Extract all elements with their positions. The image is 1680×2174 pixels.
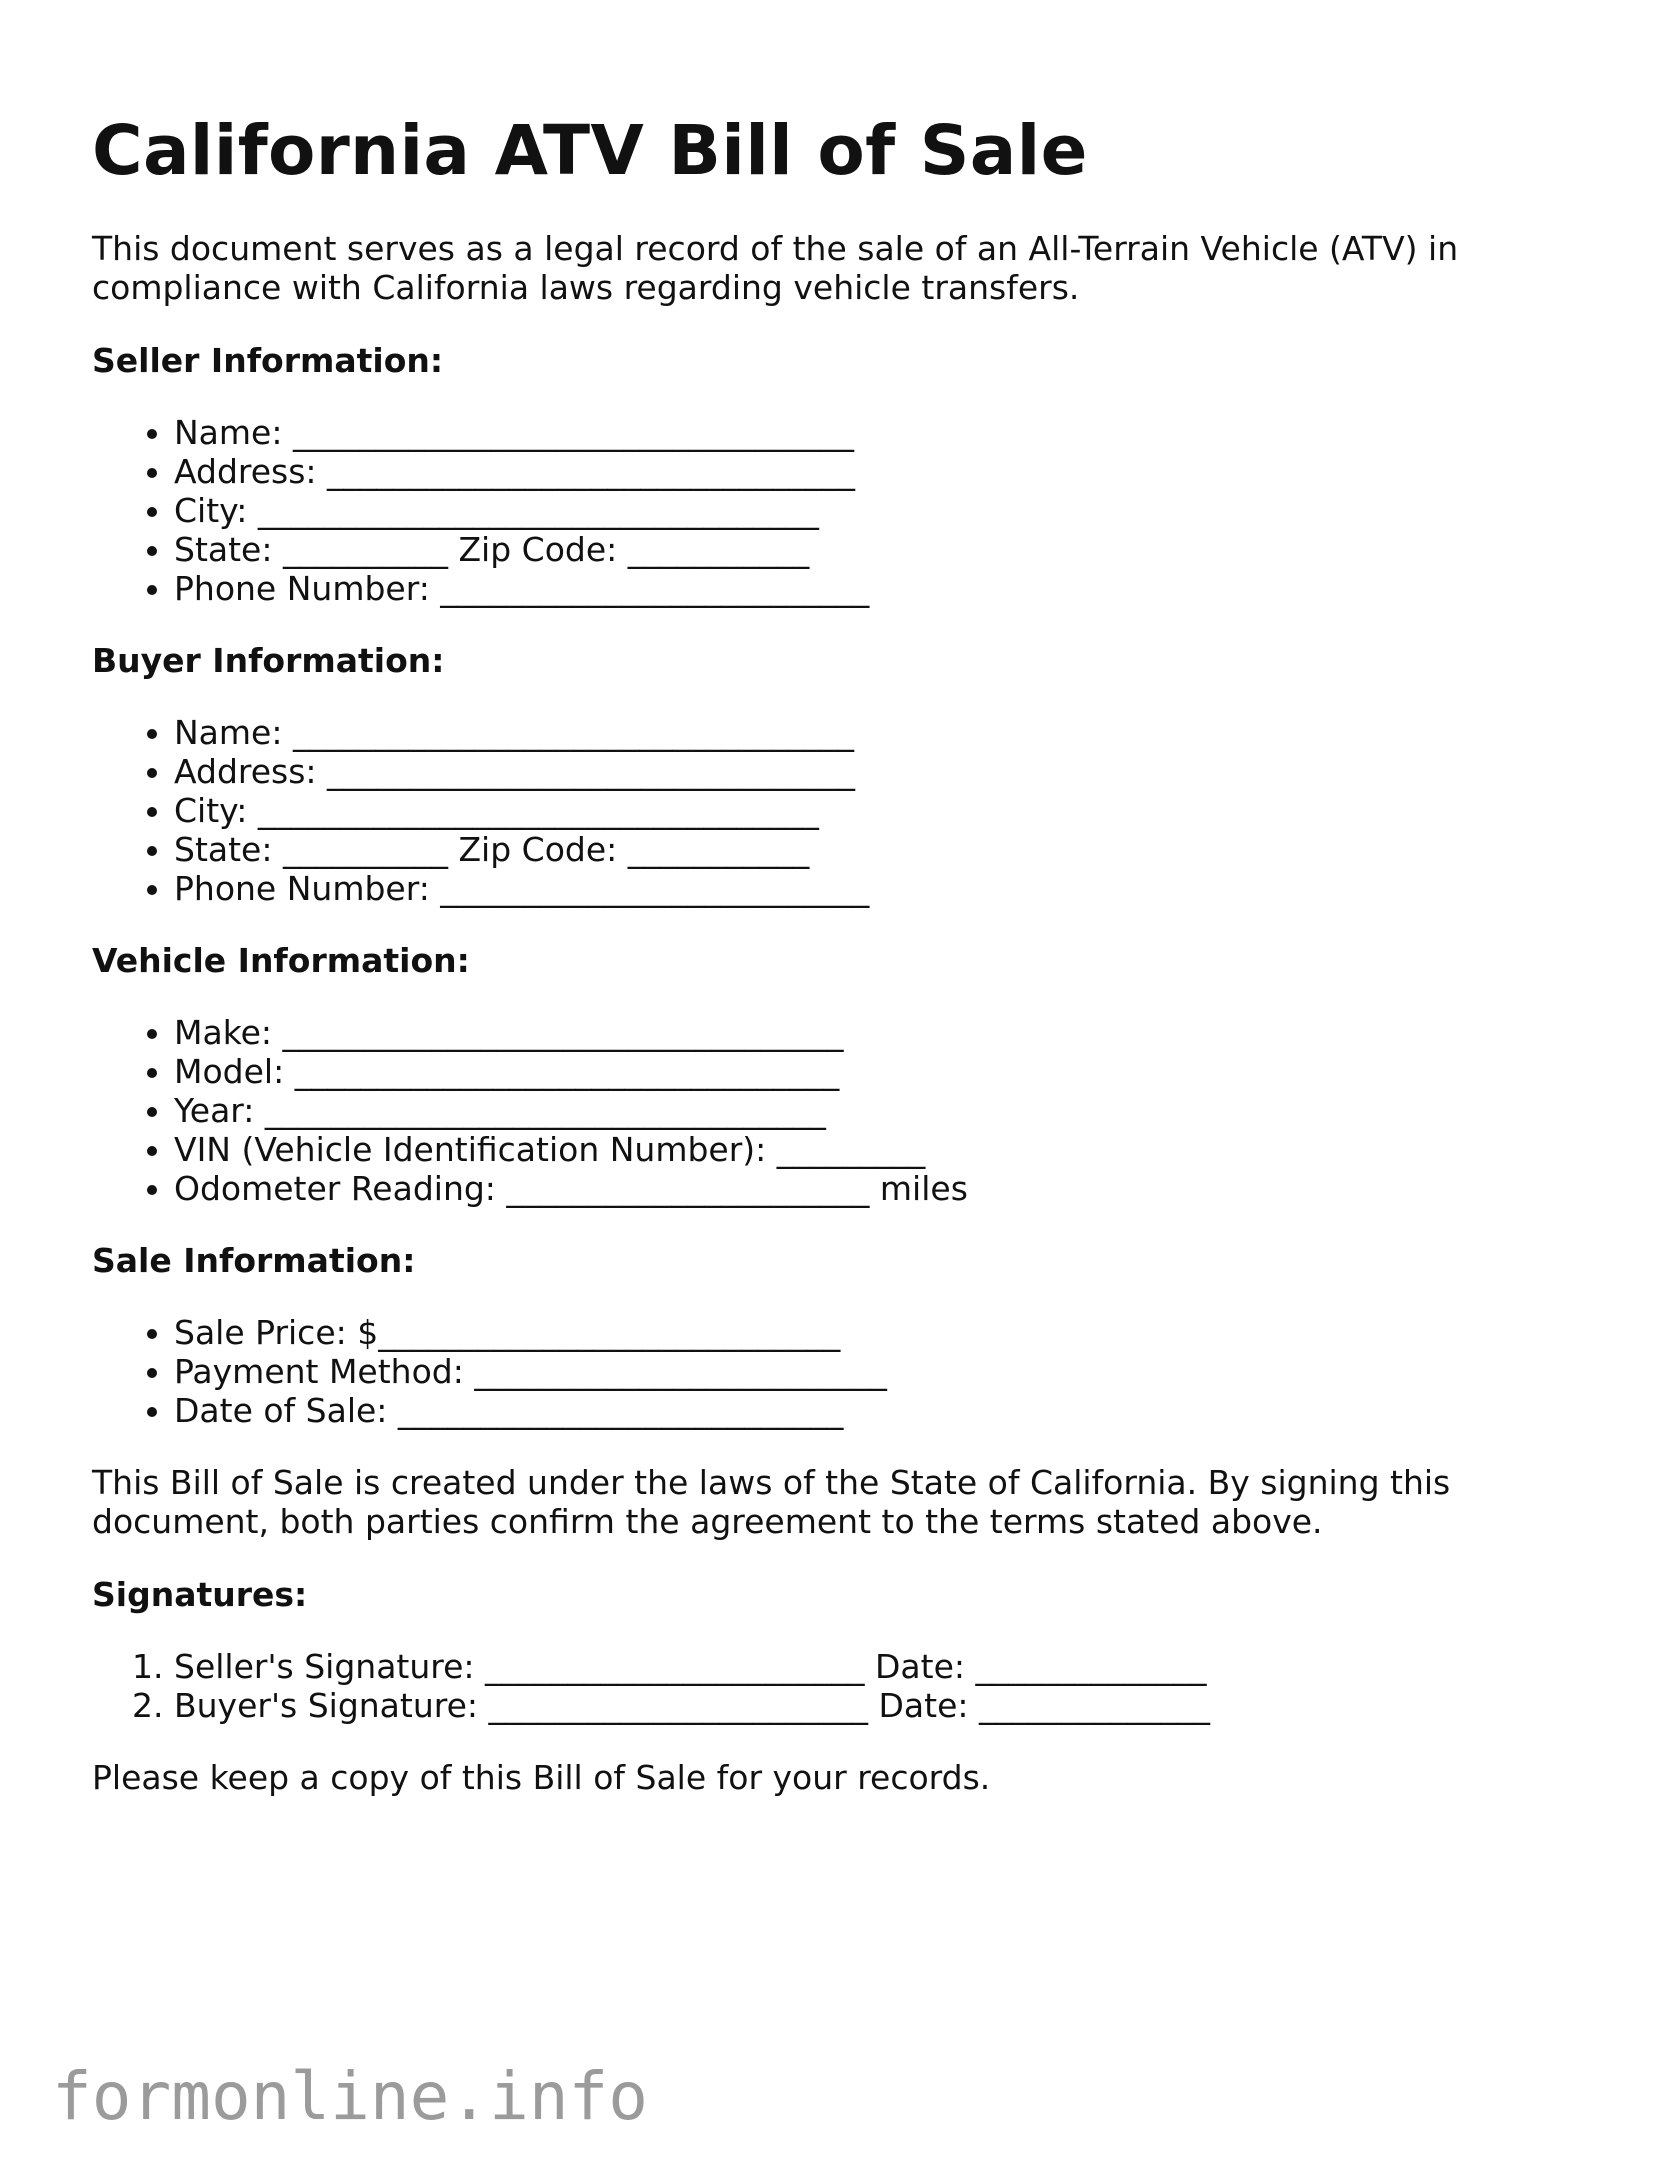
vehicle-model-field: • Model: _________________________________ [174,1052,1592,1091]
sale-list [92,1313,1592,1430]
document-page [92,112,1592,1797]
seller-signature-line: 1. Seller's Signature: _______________________ Date: ______________ [174,1647,1592,1686]
buyer-signature-line: 2. Buyer's Signature: _______________________ Date: ______________ [174,1686,1592,1725]
sale-price-field: • Sale Price: $____________________________ [174,1313,1592,1352]
buyer-state-zip-field: • State: __________ Zip Code: ___________ [174,830,1592,869]
seller-list [92,413,1592,608]
payment-method-field: • Payment Method: _________________________ [174,1352,1592,1391]
buyer-name-field: • Name: __________________________________ [174,713,1592,752]
vehicle-heading: Vehicle Information: [92,941,470,981]
seller-city-field: • City: __________________________________ [174,491,1592,530]
buyer-city-field: • City: __________________________________ [174,791,1592,830]
seller-address-field: • Address: ________________________________ [174,452,1592,491]
vehicle-year-field: • Year: __________________________________ [174,1091,1592,1130]
closing-paragraph: This Bill of Sale is created under the laws of the State of California. By signing this document, both parties confirm the agreement to the terms stated above. [92,1463,1451,1542]
seller-state-zip-field: • State: __________ Zip Code: ___________ [174,530,1592,569]
buyer-phone-field: • Phone Number: __________________________ [174,869,1592,908]
seller-heading: Seller Information: [92,341,444,381]
buyer-list [92,713,1592,908]
date-of-sale-field: • Date of Sale: ___________________________ [174,1391,1592,1430]
buyer-address-field: • Address: ________________________________ [174,752,1592,791]
watermark-text: formonline.info [52,2058,649,2135]
sale-heading: Sale Information: [92,1241,416,1281]
intro-paragraph: This document serves as a legal record of the sale of an All-Terrain Vehicle (ATV) in compliance with California laws regarding vehicle transfers. [92,229,1459,308]
records-note: Please keep a copy of this Bill of Sale for your records. [92,1758,991,1798]
seller-phone-field: • Phone Number: __________________________ [174,569,1592,608]
vehicle-list [92,1013,1592,1208]
signatures-heading: Signatures: [92,1575,308,1615]
vehicle-odometer-field: • Odometer Reading: ______________________ miles [174,1169,1592,1208]
buyer-heading: Buyer Information: [92,641,445,681]
vehicle-make-field: • Make: __________________________________ [174,1013,1592,1052]
page-title: California ATV Bill of Sale [92,111,1088,191]
vehicle-vin-field: • VIN (Vehicle Identification Number): _________ [174,1130,1592,1169]
seller-name-field: • Name: __________________________________ [174,413,1592,452]
signatures-list [92,1647,1592,1725]
